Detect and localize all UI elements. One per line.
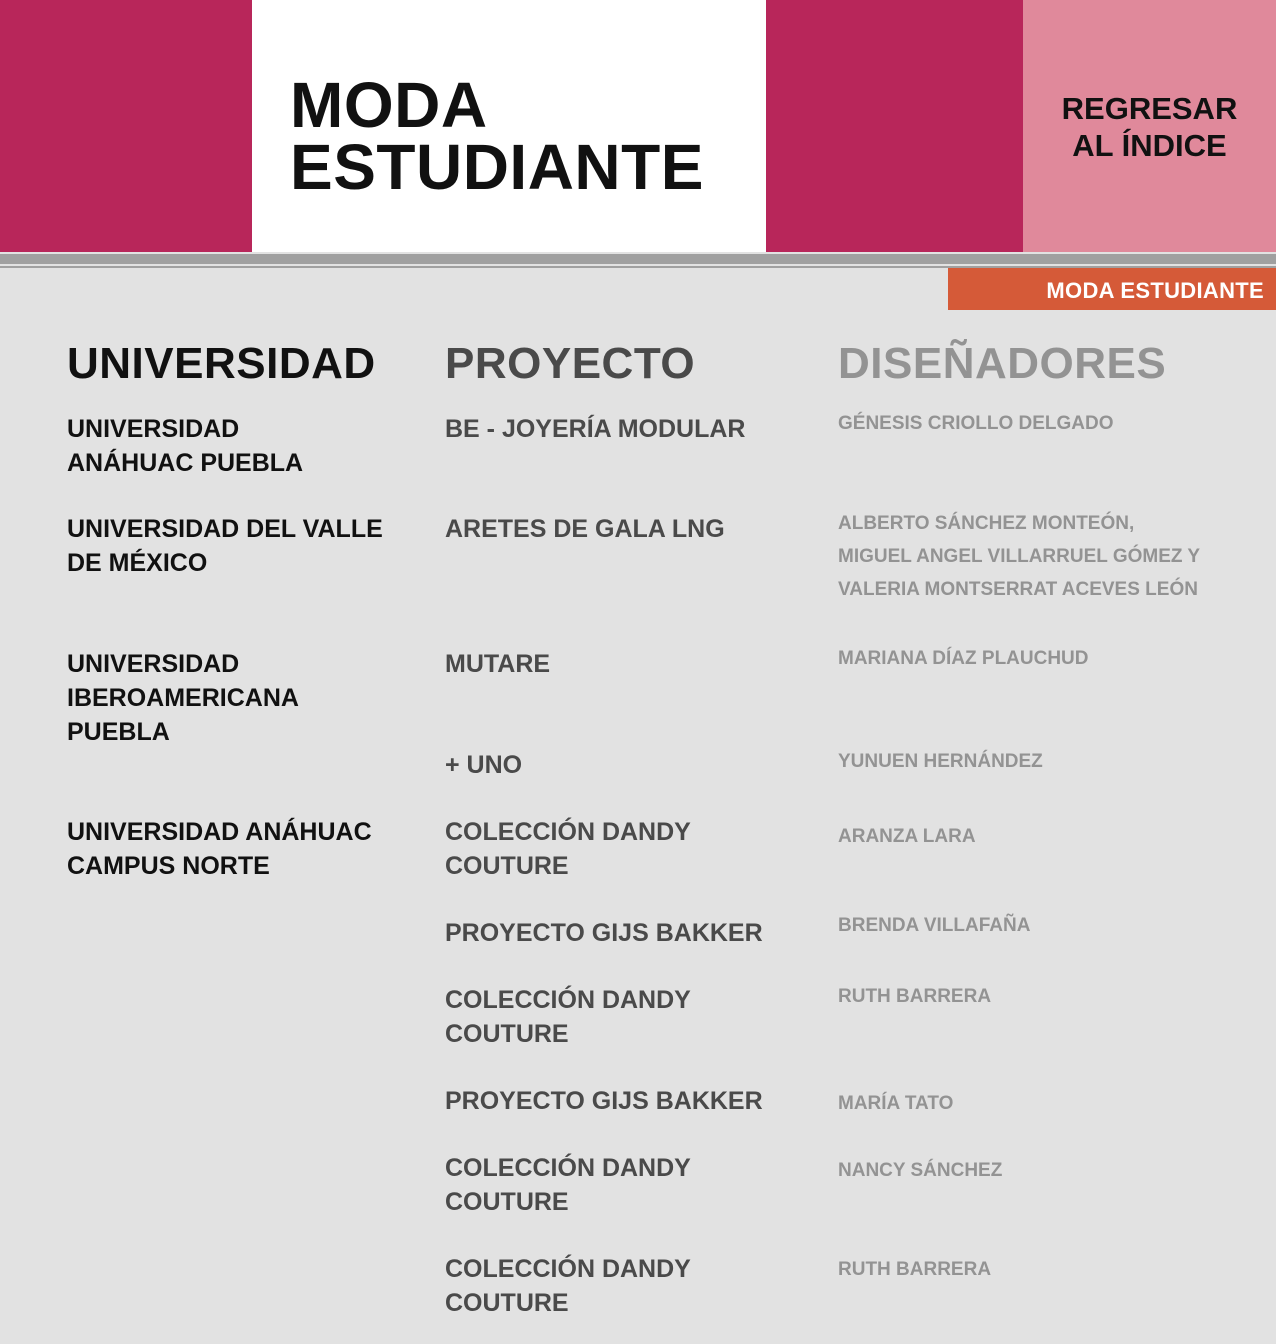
header-banner (0, 0, 1276, 252)
designer-cell: NANCY SÁNCHEZ (838, 1160, 1003, 1181)
project-cell: PROYECTO GIJS BAKKER (445, 1087, 763, 1115)
designer-cell: BRENDA VILLAFAÑA (838, 915, 1031, 936)
designer-cell: RUTH BARRERA (838, 1259, 992, 1280)
university-cell: UNIVERSIDAD ANÁHUAC PUEBLA (67, 415, 304, 477)
project-cell: MUTARE (445, 650, 551, 678)
designer-cell: GÉNESIS CRIOLLO DELGADO (838, 413, 1114, 434)
column-header-designers: DISEÑADORES (838, 339, 1167, 388)
designer-cell: ALBERTO SÁNCHEZ MONTEÓN, MIGUEL ANGEL VILLARRUEL GÓMEZ Y VALERIA MONTSERRAT ACEVES LEÓN (838, 513, 1201, 600)
project-cell: COLECCIÓN DANDY COUTURE (445, 1154, 691, 1216)
university-cell: UNIVERSIDAD DEL VALLE DE MÉXICO (67, 515, 383, 577)
column-header-project: PROYECTO (445, 339, 696, 388)
project-cell: COLECCIÓN DANDY COUTURE (445, 1255, 691, 1317)
project-cell: PROYECTO GIJS BAKKER (445, 919, 763, 947)
university-cell: UNIVERSIDAD ANÁHUAC CAMPUS NORTE (67, 818, 372, 880)
project-cell: COLECCIÓN DANDY COUTURE (445, 818, 691, 880)
section-tag: MODA ESTUDIANTE (948, 268, 1276, 310)
project-cell: ARETES DE GALA LNG (445, 515, 725, 543)
page-title: MODA ESTUDIANTE (290, 69, 704, 203)
magenta-block-right (766, 0, 1023, 252)
project-cell: COLECCIÓN DANDY COUTURE (445, 986, 691, 1048)
designer-cell: RUTH BARRERA (838, 986, 992, 1007)
magenta-block-left (0, 0, 252, 252)
back-to-index-label[interactable]: REGRESAR AL ÍNDICE (1061, 91, 1238, 163)
university-cell: UNIVERSIDAD IBEROAMERICANA PUEBLA (67, 650, 299, 746)
project-cell: BE - JOYERÍA MODULAR (445, 415, 746, 443)
column-header-university: UNIVERSIDAD (67, 339, 376, 388)
designer-cell: MARÍA TATO (838, 1093, 954, 1114)
designer-cell: YUNUEN HERNÁNDEZ (838, 751, 1043, 772)
designer-cell: MARIANA DÍAZ PLAUCHUD (838, 648, 1089, 669)
divider-bar (0, 254, 1276, 264)
designer-cell: ARANZA LARA (838, 826, 976, 847)
project-cell: + UNO (445, 751, 523, 779)
